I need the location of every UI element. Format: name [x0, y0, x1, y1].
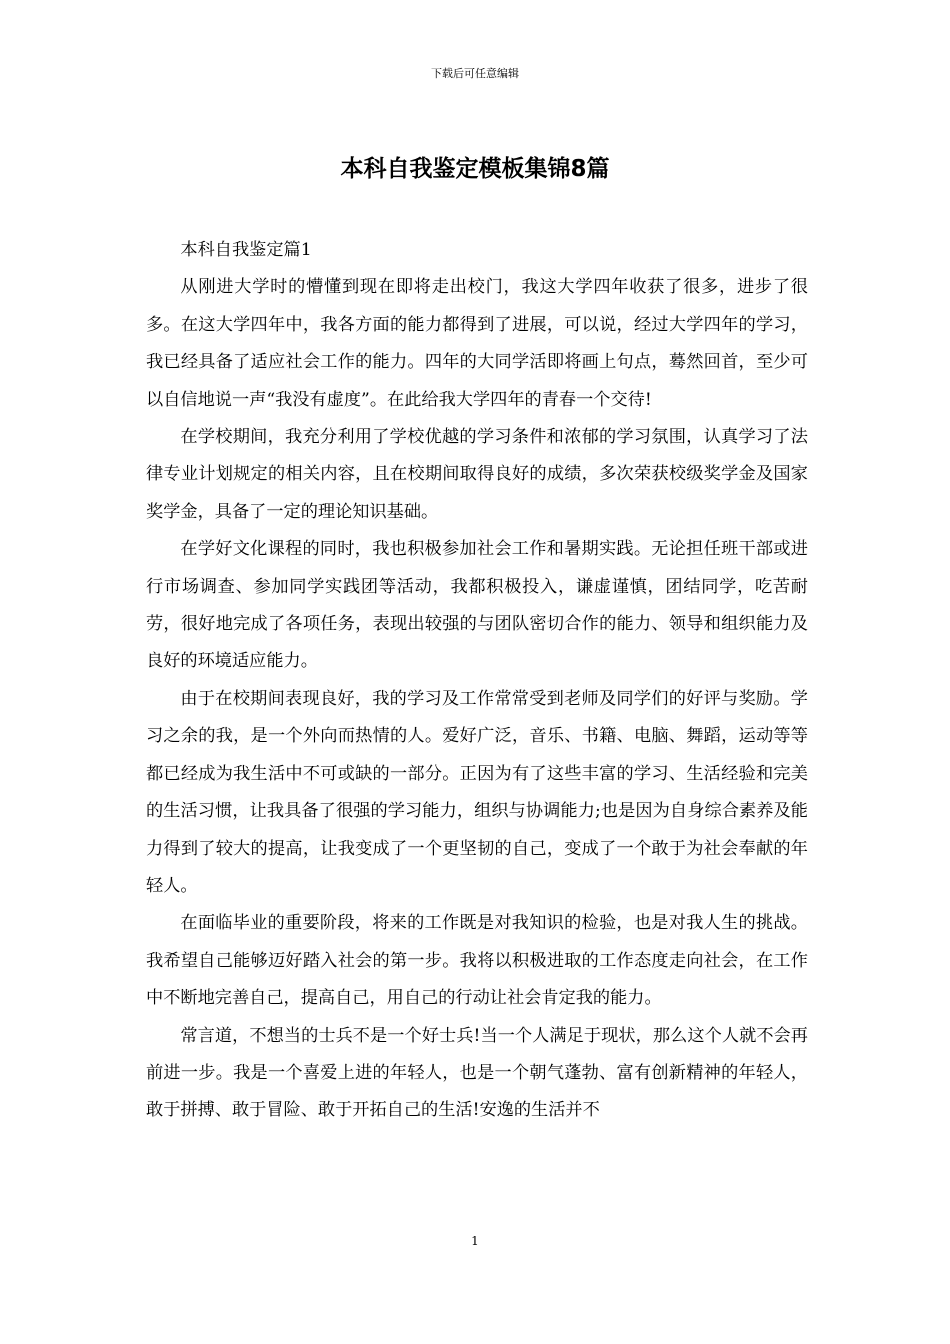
- page-header: 下载后可任意编辑: [431, 67, 519, 80]
- paragraph: 由于在校期间表现良好，我的学习及工作常常受到老师及同学们的好评与奖励。学习之余的我，是一个外向而热情的人。爱好广泛，音乐、书籍、电脑、舞蹈，运动等等都已经成为我生活中不可或缺的一部分。正因为有了这些丰富的学习、生活经验和完美的生活习惯，让我具备了很强的学习能力，组织与协调能力;也是因为自身综合素养及能力得到了较大的提高，让我变成了一个更坚韧的自己，变成了一个敢于为社会奉献的年轻人。: [146, 688, 808, 896]
- page-number: 1: [471, 1234, 479, 1248]
- document-title: 本科自我鉴定模板集锦8篇: [340, 156, 610, 182]
- paragraph: 在面临毕业的重要阶段，将来的工作既是对我知识的检验，也是对我人生的挑战。我希望自己能够迈好踏入社会的第一步。我将以积极进取的工作态度走向社会，在工作中不断地完善自己，提高自己，用自己的行动让社会肯定我的能力。: [146, 913, 808, 1009]
- paragraph: 在学校期间，我充分利用了学校优越的学习条件和浓郁的学习氛围，认真学习了法律专业计划规定的相关内容，且在校期间取得良好的成绩，多次荣获校级奖学金及国家奖学金，具备了一定的理论知识基础。: [146, 427, 808, 522]
- paragraph: 从刚进大学时的懵懂到现在即将走出校门，我这大学四年收获了很多，进步了很多。在这大学四年中，我各方面的能力都得到了进展，可以说，经过大学四年的学习，我已经具备了适应社会工作的能力。四年的大同学活即将画上句点，蓦然回首，至少可以自信地说一声“我没有虚度”。在此给我大学四年的青春一个交待!: [146, 277, 808, 410]
- document-body: [146, 232, 808, 1130]
- paragraph: 常言道，不想当的士兵不是一个好士兵!当一个人满足于现状，那么这个人就不会再前进一步。我是一个喜爱上进的年轻人，也是一个朝气蓬勃、富有创新精神的年轻人，敢于拼搏、敢于冒险、敢于开拓自己的生活!安逸的生活并不: [146, 1025, 808, 1121]
- section-heading: 本科自我鉴定篇1: [180, 240, 312, 260]
- paragraph: 在学好文化课程的同时，我也积极参加社会工作和暑期实践。无论担任班干部或进行市场调查、参加同学实践团等活动，我都积极投入，谦虚谨慎，团结同学，吃苦耐劳，很好地完成了各项任务，表现出较强的与团队密切合作的能力、领导和组织能力及良好的环境适应能力。: [146, 539, 808, 672]
